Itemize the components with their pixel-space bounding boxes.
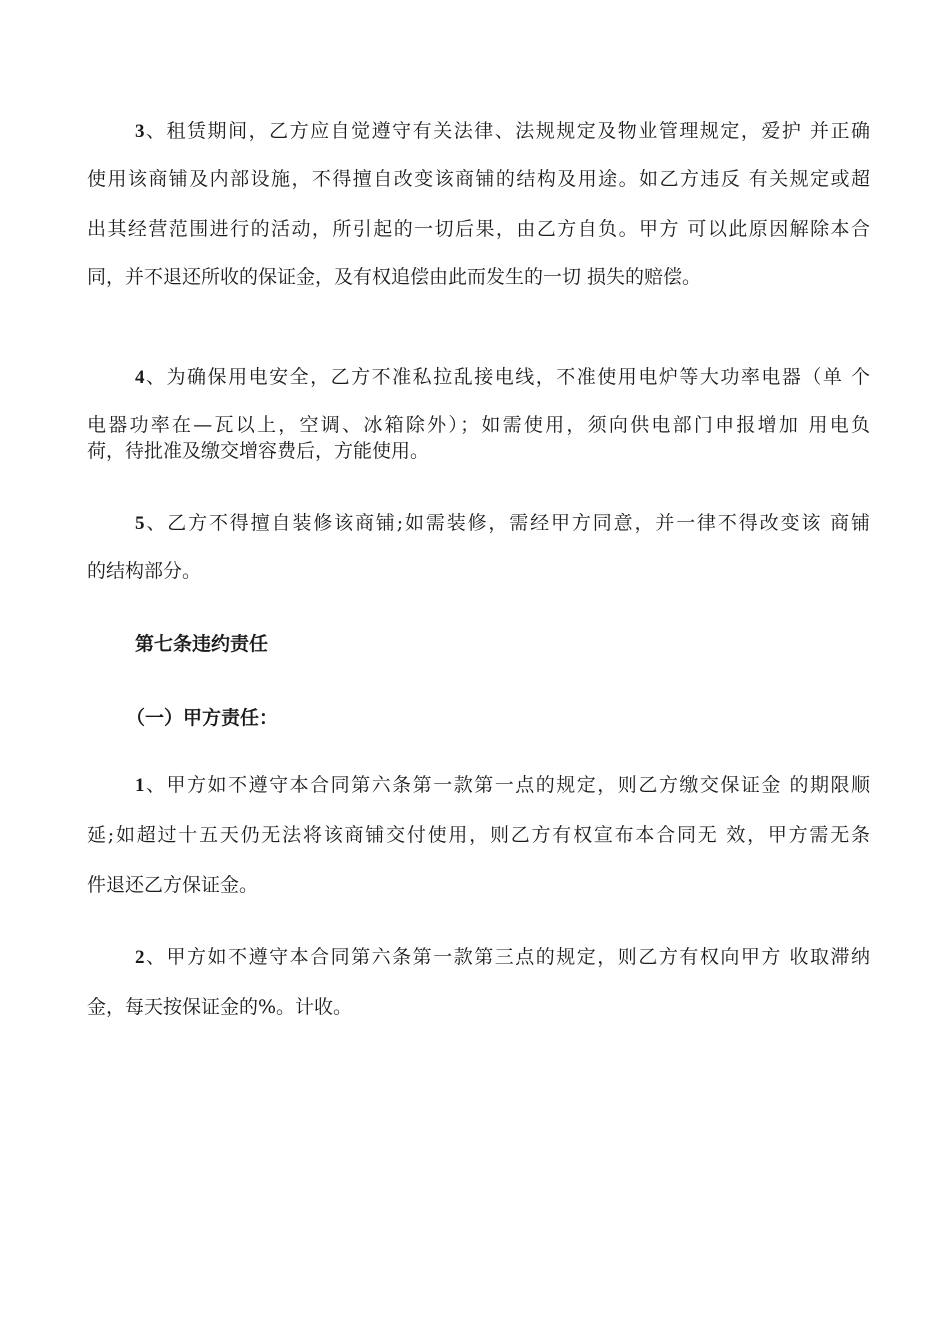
clause-4-line-1 xyxy=(135,362,870,392)
clause-3-line-3: 出其经营范围进行的活动，所引起的一切后果，由乙方自负。甲方 可以此原因解除本合 xyxy=(87,218,870,240)
clause-number: 4 xyxy=(135,367,145,388)
clause-number: 2 xyxy=(135,947,145,968)
clause-5-line-1 xyxy=(135,508,870,538)
clause-text: 、甲方如不遵守本合同第六条第一款第三点的规定，则乙方有权向甲方 收取滞纳 xyxy=(144,946,870,968)
clause-number: 3 xyxy=(135,121,145,142)
responsibility-1-line-3: 件退还乙方保证金。 xyxy=(87,874,259,896)
responsibility-2-line-2: 金，每天按保证金的%。计收。 xyxy=(87,996,353,1018)
clause-number: 1 xyxy=(135,775,145,796)
clause-3-line-2: 使用该商铺及内部设施，不得擅自改变该商铺的结构及用途。如乙方违反 有关规定或超 xyxy=(87,168,870,190)
clause-3-line-1 xyxy=(135,116,870,146)
responsibility-1-line-2: 延;如超过十五天仍无法将该商铺交付使用，则乙方有权宣布本合同无 效，甲方需无条 xyxy=(87,824,870,846)
clause-text: 、为确保用电安全，乙方不准私拉乱接电线，不准使用电炉等大功率电器（单 个 xyxy=(144,366,870,388)
clause-number: 5 xyxy=(135,513,145,534)
article-heading: 第七条违约责任 xyxy=(135,633,269,655)
clause-text: 、甲方如不遵守本合同第六条第一款第一点的规定，则乙方缴交保证金 的期限顺 xyxy=(144,774,870,796)
clause-text: 、租赁期间，乙方应自觉遵守有关法律、法规规定及物业管理规定，爱护 并正确 xyxy=(144,120,870,142)
clause-4-line-3: 荷，待批准及缴交增容费后，方能使用。 xyxy=(87,440,430,462)
section-heading: （一）甲方责任： xyxy=(126,707,279,729)
clause-4-line-2: 电器功率在—瓦以上，空调、冰箱除外）；如需使用，须向供电部门申报增加 用电负 xyxy=(87,414,870,436)
responsibility-2-line-1 xyxy=(135,942,870,972)
clause-text: 、乙方不得擅自装修该商铺;如需装修，需经甲方同意，并一律不得改变该 商铺 xyxy=(144,512,870,534)
clause-3-line-4: 同，并不退还所收的保证金，及有权追偿由此而发生的一切 损失的赔偿。 xyxy=(87,266,702,288)
responsibility-1-line-1 xyxy=(135,770,870,800)
clause-5-line-2: 的结构部分。 xyxy=(87,560,202,582)
